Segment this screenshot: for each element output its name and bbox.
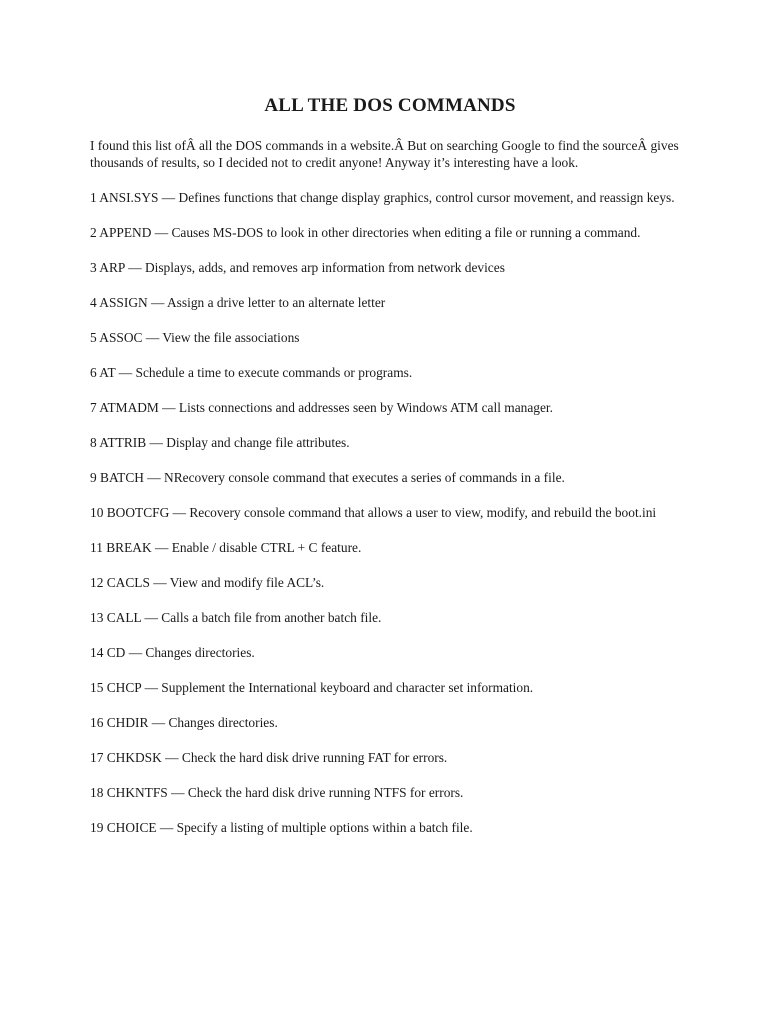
command-item: 2 APPEND — Causes MS-DOS to look in other directories when editing a file or running a command. <box>90 225 641 241</box>
command-item: 3 ARP — Displays, adds, and removes arp information from network devices <box>90 260 505 276</box>
command-item: 7 ATMADM — Lists connections and addresses seen by Windows ATM call manager. <box>90 400 553 416</box>
command-item: 19 CHOICE — Specify a listing of multiple options within a batch file. <box>90 820 473 836</box>
command-list <box>90 189 690 836</box>
command-item: 4 ASSIGN — Assign a drive letter to an alternate letter <box>90 295 386 311</box>
command-item: 18 CHKNTFS — Check the hard disk drive running NTFS for errors. <box>90 785 464 801</box>
command-item: 9 BATCH — NRecovery console command that executes a series of commands in a file. <box>90 470 565 486</box>
intro-paragraph: I found this list ofÂ all the DOS commands in a website.Â But on searching Google to find the sourceÂ gives thousands of results, so I decided not to credit anyone! Anyway it’s interesting have a look. <box>90 138 679 171</box>
document-page <box>90 0 690 837</box>
command-item: 10 BOOTCFG — Recovery console command that allows a user to view, modify, and rebuild the boot.ini <box>90 505 657 521</box>
document-title: ALL THE DOS COMMANDS <box>264 95 516 116</box>
command-item: 15 CHCP — Supplement the International keyboard and character set information. <box>90 680 534 696</box>
command-item: 6 AT — Schedule a time to execute commands or programs. <box>90 365 413 381</box>
command-item: 5 ASSOC — View the file associations <box>90 330 300 346</box>
command-item: 8 ATTRIB — Display and change file attributes. <box>90 435 350 451</box>
command-item: 12 CACLS — View and modify file ACL’s. <box>90 575 325 591</box>
command-item: 16 CHDIR — Changes directories. <box>90 715 278 731</box>
command-item: 13 CALL — Calls a batch file from another batch file. <box>90 610 382 626</box>
command-item: 11 BREAK — Enable / disable CTRL + C feature. <box>90 540 362 556</box>
command-item: 14 CD — Changes directories. <box>90 645 255 661</box>
command-item: 1 ANSI.SYS — Defines functions that change display graphics, control cursor movement, and reassign keys. <box>90 190 675 206</box>
command-item: 17 CHKDSK — Check the hard disk drive running FAT for errors. <box>90 750 448 766</box>
